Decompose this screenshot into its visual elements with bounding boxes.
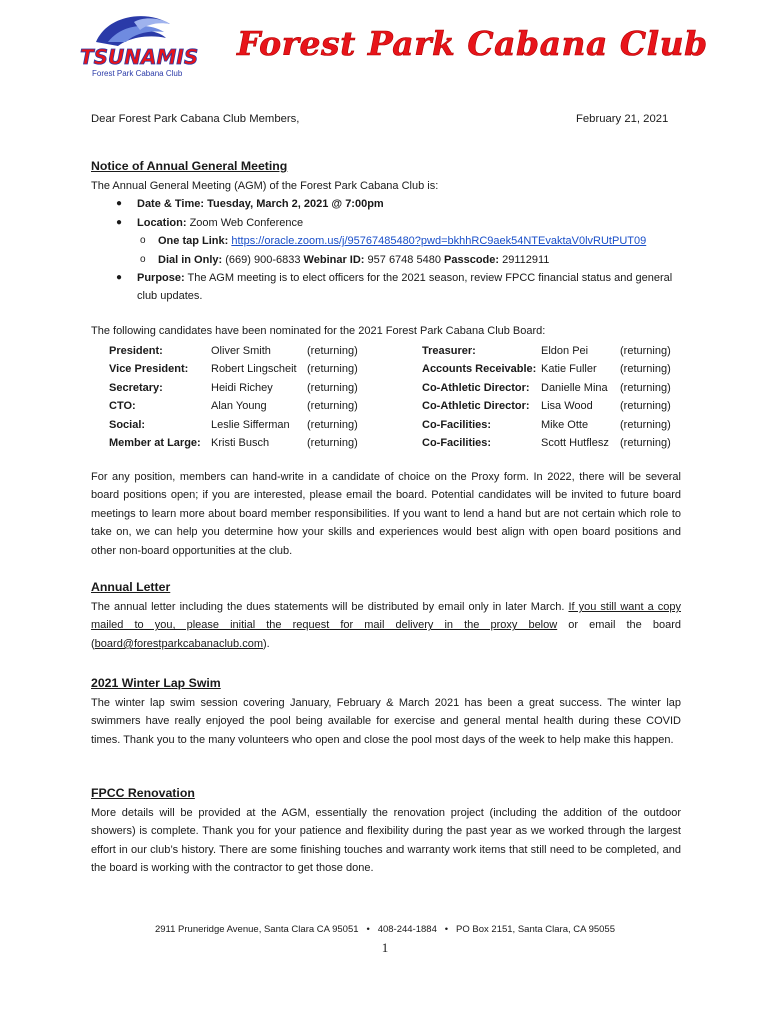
webinar-label: Webinar ID: [303,253,365,266]
board-email-link[interactable]: board@forestparkcabanaclub.com [94,637,263,650]
footer-phone: 408-244-1884 [377,924,437,935]
zoom-link[interactable]: https://oracle.zoom.us/j/95767485480?pwd=bkhhRC9aek54NTEvaktaV0lvRUtPUT09 [231,235,647,248]
table-row: Vice President: Robert Lingscheit (returning) [109,363,358,376]
candidates-paragraph: For any position, members can hand-write in a candidate of choice on the Proxy form. In 2022, there will be several board positions open; if you are interested, please email the board. Potential candidates will be invited to future board meetings to learn more about board member responsibilities. If you want to lend a hand but are not certain which role to take on, we can help you determine how your skills and experiences would best align with open board positions and other non-board opportunities at the club. [91,471,681,557]
agm-section [91,159,681,306]
salutation: Dear Forest Park Cabana Club Members, [91,113,300,125]
annual-letter-section [91,580,681,653]
agm-purpose-item [91,269,681,287]
table-row: Co-Athletic Director: Danielle Mina (returning) [422,381,671,394]
agm-intro: The Annual General Meeting (AGM) of the Forest Park Cabana Club is: [91,180,439,192]
bullet-icon: ● [116,198,123,210]
table-row: Co-Athletic Director: Lisa Wood (returning) [422,400,671,413]
bullet-icon: ● [116,272,123,284]
location-value: Zoom Web Conference [189,216,304,229]
table-row: CTO: Alan Young (returning) [109,400,358,413]
agm-heading: Notice of Annual General Meeting [91,159,288,173]
winter-swim-heading: 2021 Winter Lap Swim [91,676,221,690]
webinar-id: 957 6748 5480 [367,253,441,266]
table-row: Treasurer: Eldon Pei (returning) [422,345,671,357]
table-row: President: Oliver Smith (returning) [109,345,358,357]
footer-dot-icon: • [366,924,370,935]
tsunamis-logo [78,12,208,82]
logo-sub-text: Forest Park Cabana Club [92,69,183,78]
agm-location-item [91,214,681,232]
bullet-icon: ● [116,216,123,228]
candidates-paragraph-block [91,468,681,560]
candidates-intro: The following candidates have been nominated for the 2021 Forest Park Cabana Club Board: [91,325,546,337]
agm-date-time: Date & Time: Tuesday, March 2, 2021 @ 7:00pm [137,198,384,211]
circle-bullet-icon: o [140,235,146,247]
purpose-line-1: The AGM meeting is to elect officers for the 2021 season, review FPCC financial status and general [187,272,673,285]
dial-number: (669) 900-6833 [225,253,301,266]
footer-dot-icon: • [444,924,449,935]
candidates-left-table [109,342,399,452]
footer-po-box: PO Box 2151, Santa Clara, CA 95055 [456,924,615,935]
location-label: Location: [137,216,187,229]
winter-swim-text: The winter lap swim session covering January, February & March 2021 has been a great success. The winter lap swimmers have really enjoyed the pool being available for exercise and general mental health during these COVID times. Thank you to the many volunteers who open and close the pool most days of the week to help make this happen. [91,697,681,746]
renovation-text: More details will be provided at the AGM, essentially the renovation project (including the addition of the outdoor showers) is complete. Thank you for your patience and flexibility during the past year as we worked through the largest effort in our club’s history. There are some finishing touches and warranty work items that still need to be completed, and the board is working with the contractor to get those done. [91,807,681,875]
table-row: Member at Large: Kristi Busch (returning) [109,436,358,449]
table-row: Co-Facilities: Scott Hutflesz (returning) [422,436,671,449]
dial-in-item [91,251,681,269]
renovation-heading: FPCC Renovation [91,786,195,800]
club-title: Forest Park Cabana Club [237,24,708,63]
dial-label: Dial in Only: [158,253,223,266]
one-tap-label: One tap Link: [158,235,229,248]
candidates-right-table [422,342,682,452]
passcode-value: 29112911 [502,253,550,266]
agm-date-item [91,195,681,213]
wave-logo-icon [78,12,208,82]
renovation-section [91,786,681,878]
one-tap-item [91,232,681,250]
annual-letter-heading: Annual Letter [91,580,171,594]
page-number: 1 [381,940,389,955]
table-row: Social: Leslie Sifferman (returning) [109,418,358,431]
candidates-intro-block [91,322,681,340]
footer-address [0,924,770,935]
agm-purpose-cont [91,287,681,305]
passcode-label: Passcode: [444,253,500,266]
winter-swim-section [91,676,681,749]
table-row: Co-Facilities: Mike Otte (returning) [422,418,671,431]
purpose-label: Purpose: [137,272,185,285]
annual-letter-text: The annual letter including the dues statements will be distributed by email only in later March. If you still want a copy mailed to you, please initial the request for mail delivery in the proxy below or email the board (board@forestparkcabanaclub.com). [91,601,681,650]
circle-bullet-icon: o [140,253,146,265]
mail-request-text: If you still want a copy mailed to you, please initial the request for mail delivery in the proxy below [91,601,681,632]
logo-main-text: TSUNAMIS [80,45,199,69]
purpose-line-2: club updates. [137,290,203,303]
footer-street: 2911 Pruneridge Avenue, Santa Clara CA 95051 [154,924,359,935]
table-row: Secretary: Heidi Richey (returning) [109,381,358,394]
table-row: Accounts Receivable: Katie Fuller (returning) [422,363,671,376]
letter-date: February 21, 2021 [576,113,669,125]
